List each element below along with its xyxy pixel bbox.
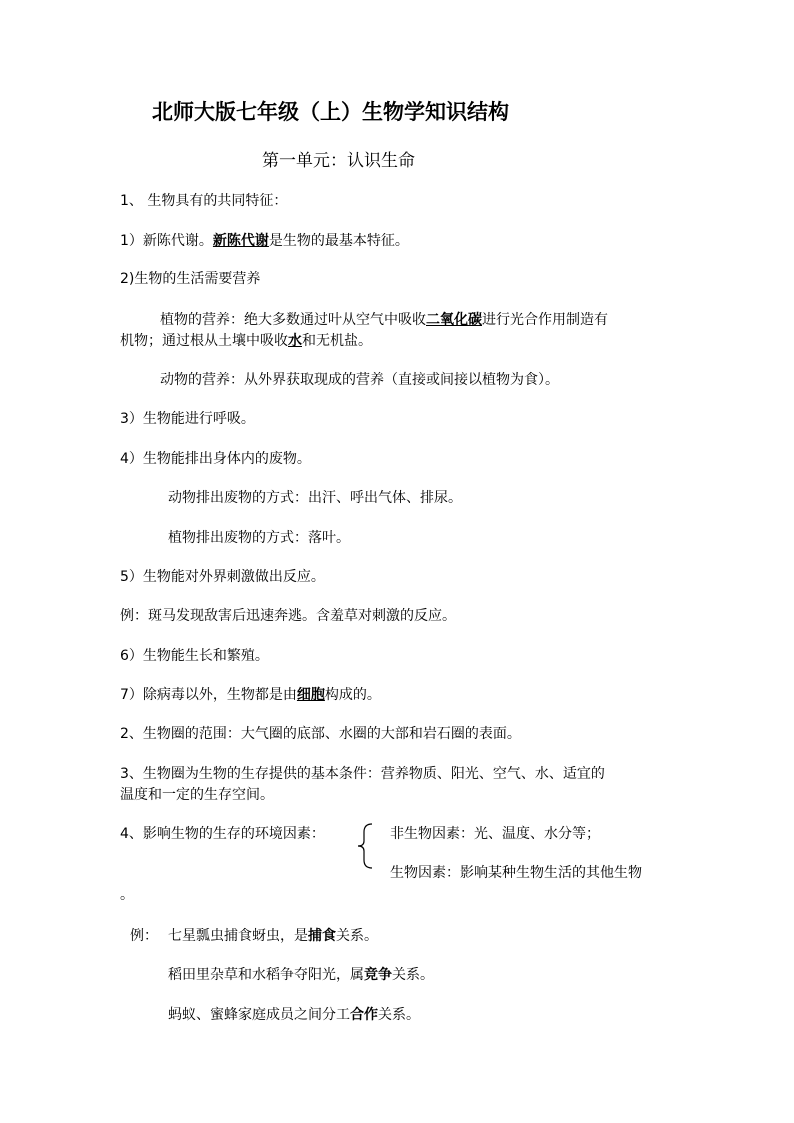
keyword-cell: 细胞	[296, 687, 325, 703]
point-5-response: 5）生物能对外界刺激做出反应。	[120, 569, 325, 585]
section-3-conditions-line-1: 3、生物圈为生物的生存提供的基本条件：营养物质、阳光、空气、水、适宜的	[120, 766, 605, 782]
keyword-cooperation: 合作	[350, 1007, 378, 1023]
keyword-competition: 竞争	[364, 967, 392, 983]
example-competition: 稻田里杂草和水稻争夺阳光，属竞争关系。	[168, 967, 434, 983]
section-2-biosphere-range: 2、生物圈的范围：大气圈的底部、水圈的大部和岩石圈的表面。	[120, 726, 521, 742]
biotic-factors: 生物因素：影响某种生物生活的其他生物	[390, 865, 642, 881]
plant-nutrition-line-1: 植物的营养：绝大多数通过叶从空气中吸收二氧化碳进行光合作用制造有	[160, 312, 608, 328]
example-predation: 七星瓢虫捕食蚜虫，是捕食关系。	[168, 928, 378, 944]
unit-title: 第一单元：认识生命	[262, 151, 415, 171]
plant-excretion: 植物排出废物的方式：落叶。	[168, 530, 350, 546]
document-title: 北师大版七年级（上）生物学知识结构	[152, 99, 509, 124]
point-1-metabolism: 1）新陈代谢。新陈代谢是生物的最基本特征。	[120, 233, 409, 249]
section-4-factors: 4、影响生物的生存的环境因素：	[120, 826, 325, 842]
example-label: 例：	[130, 928, 158, 944]
section-3-conditions-line-2: 温度和一定的生存空间。	[120, 787, 274, 803]
response-example: 例：斑马发现敌害后迅速奔逃。含羞草对刺激的反应。	[120, 608, 456, 624]
keyword-water: 水	[288, 333, 302, 349]
point-6-growth: 6）生物能生长和繁殖。	[120, 648, 269, 664]
curly-brace-icon	[354, 822, 376, 870]
point-3-respiration: 3）生物能进行呼吸。	[120, 411, 255, 427]
animal-excretion: 动物排出废物的方式：出汗、呼出气体、排尿。	[168, 490, 462, 506]
animal-nutrition: 动物的营养：从外界获取现成的营养（直接或间接以植物为食）。	[160, 372, 559, 388]
example-cooperation: 蚂蚁、蜜蜂家庭成员之间分工合作关系。	[168, 1007, 420, 1023]
abiotic-factors: 非生物因素：光、温度、水分等；	[390, 826, 600, 842]
plant-nutrition-line-2: 机物；通过根从土壤中吸收水和无机盐。	[120, 333, 372, 349]
point-4-excretion: 4）生物能排出身体内的废物。	[120, 451, 311, 467]
keyword-predation: 捕食	[308, 928, 336, 944]
section-1-heading: 1、 生物具有的共同特征：	[120, 193, 288, 209]
point-7-cells: 7）除病毒以外，生物都是由细胞构成的。	[120, 687, 381, 703]
keyword-co2: 二氧化碳	[426, 312, 482, 328]
point-2-nutrition: 2)生物的生活需要营养	[120, 271, 261, 287]
trailing-period: 。	[120, 887, 134, 903]
keyword-metabolism: 新陈代谢	[212, 233, 269, 249]
